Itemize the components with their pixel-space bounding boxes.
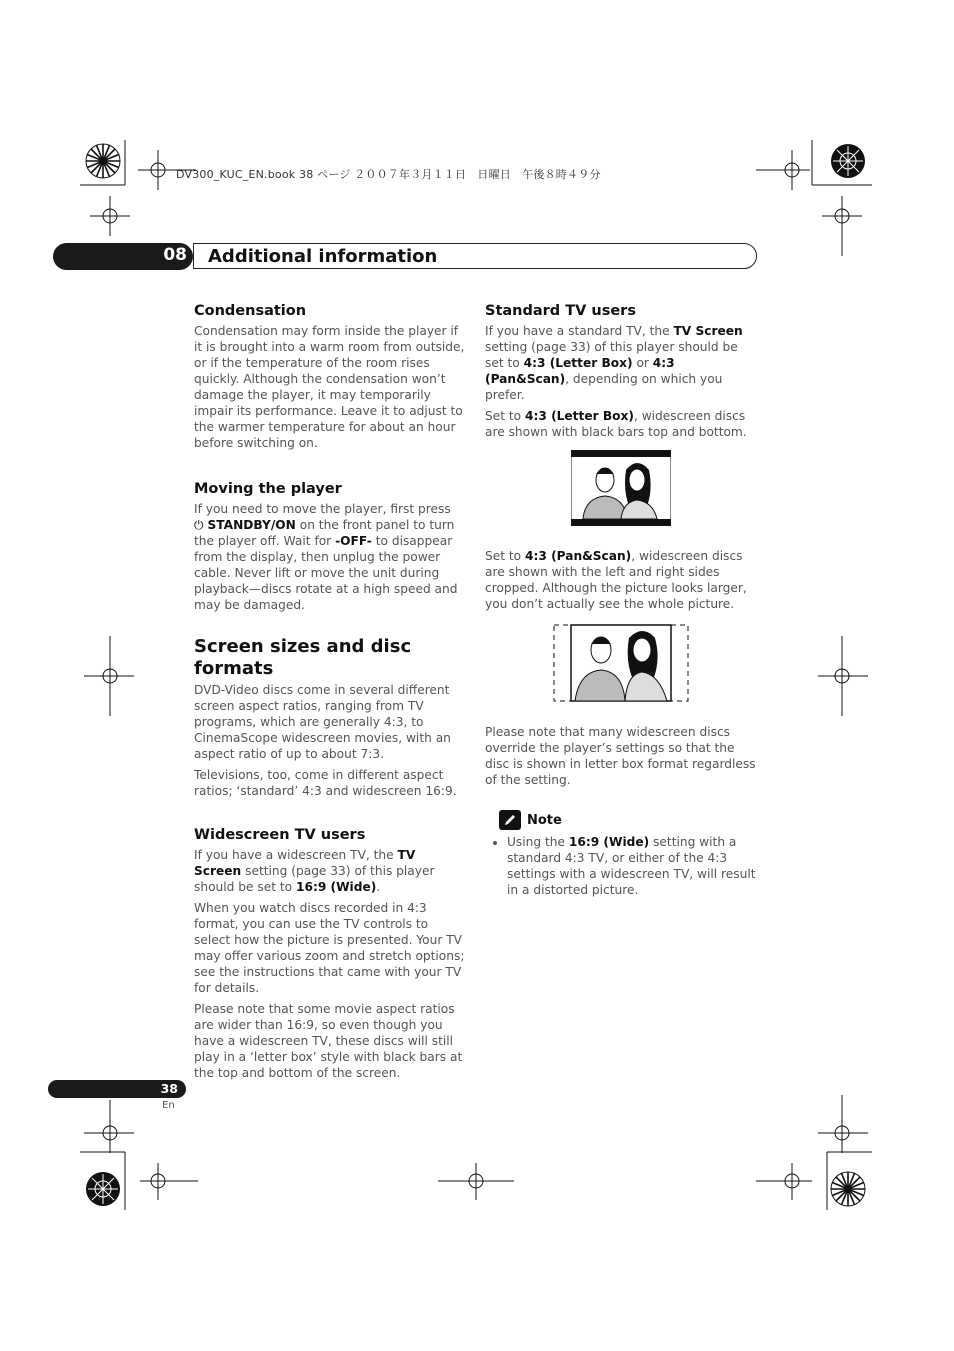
note-pencil-icon: [499, 810, 521, 830]
page-language: En: [162, 1100, 175, 1111]
note-label: Note: [527, 812, 562, 828]
right-column: [485, 302, 757, 898]
page-number: 38: [160, 1081, 178, 1096]
widescreen-p1: If you have a widescreen TV, the TV Screen setting (page 33) of this player should be set to 16:9 (Wide).: [194, 848, 435, 894]
note-list: [485, 834, 757, 898]
standby-icon: ⏻: [194, 518, 204, 532]
screen-sizes-heading: Screen sizes and disc formats: [194, 636, 412, 679]
screen-sizes-p2: Televisions, too, come in different aspect ratios; ‘standard’ 4:3 and widescreen 16:9.: [194, 768, 457, 798]
list-item: • Using the 16:9 (Wide) setting with a standard 4:3 TV, or either of the 4:3 settings with a widescreen TV, will result in a distorted picture.: [507, 834, 757, 898]
standard-p4: Please note that many widescreen discs override the player’s settings so that the disc is shown in letter box format regardless of the setting.: [485, 725, 756, 787]
letterbox-illustration: [571, 450, 671, 526]
panscan-figure: [485, 624, 757, 716]
standard-p1: If you have a standard TV, the TV Screen setting (page 33) of this player should be set to 4:3 (Letter Box) or 4:3 (Pan&Scan), depending on which you prefer.: [485, 324, 743, 402]
moving-heading: Moving the player: [194, 481, 342, 497]
condensation-heading: Condensation: [194, 303, 307, 319]
chapter-number: 08: [163, 245, 187, 265]
print-header: DV300_KUC_EN.book 38 ページ ２００７年３月１１日 日曜日 午後８時４９分: [176, 168, 601, 181]
standard-p3: Set to 4:3 (Pan&Scan), widescreen discs are shown with the left and right sides cropped. Although the picture looks larger, you don’t actually see the whole picture.: [485, 549, 747, 611]
widescreen-heading: Widescreen TV users: [194, 827, 366, 843]
screen-sizes-p1: DVD-Video discs come in several different screen aspect ratios, ranging from TV programs, which are generally 4:3, to CinemaScope widescreen movies, with an aspect ratio of up to about 7:3.: [194, 683, 451, 761]
left-column: [194, 302, 466, 1086]
standard-heading: Standard TV users: [485, 303, 636, 319]
note-header: [499, 810, 757, 830]
standard-p2: Set to 4:3 (Letter Box), widescreen discs are shown with black bars top and bottom.: [485, 409, 747, 439]
moving-body: If you need to move the player, first press ⏻ STANDBY/ON on the front panel to turn the player off. Wait for -OFF- to disappear from the display, then unplug the power cable. Never lift or move the unit during playback—discs rotate at a high speed and may be damaged.: [194, 502, 458, 612]
letterbox-figure: [485, 450, 757, 540]
chapter-title: Additional information: [208, 246, 438, 267]
panscan-illustration: [553, 624, 689, 702]
widescreen-p2: When you watch discs recorded in 4:3 format, you can use the TV controls to select how the picture is presented. Your TV may offer various zoom and stretch options; see the instructions that came with your TV for details.: [194, 901, 465, 995]
condensation-body: Condensation may form inside the player if it is brought into a warm room from outside, or if the temperature of the room rises quickly. Although the condensation won’t damage the player, it may temporarily impair its performance. Leave it to adjust to the warmer temperature for about an hour before switching on.: [194, 324, 465, 450]
widescreen-p3: Please note that some movie aspect ratios are wider than 16:9, so even though you have a widescreen TV, these discs will still play in a ‘letter box’ style with black bars at the top and bottom of the screen.: [194, 1002, 463, 1080]
